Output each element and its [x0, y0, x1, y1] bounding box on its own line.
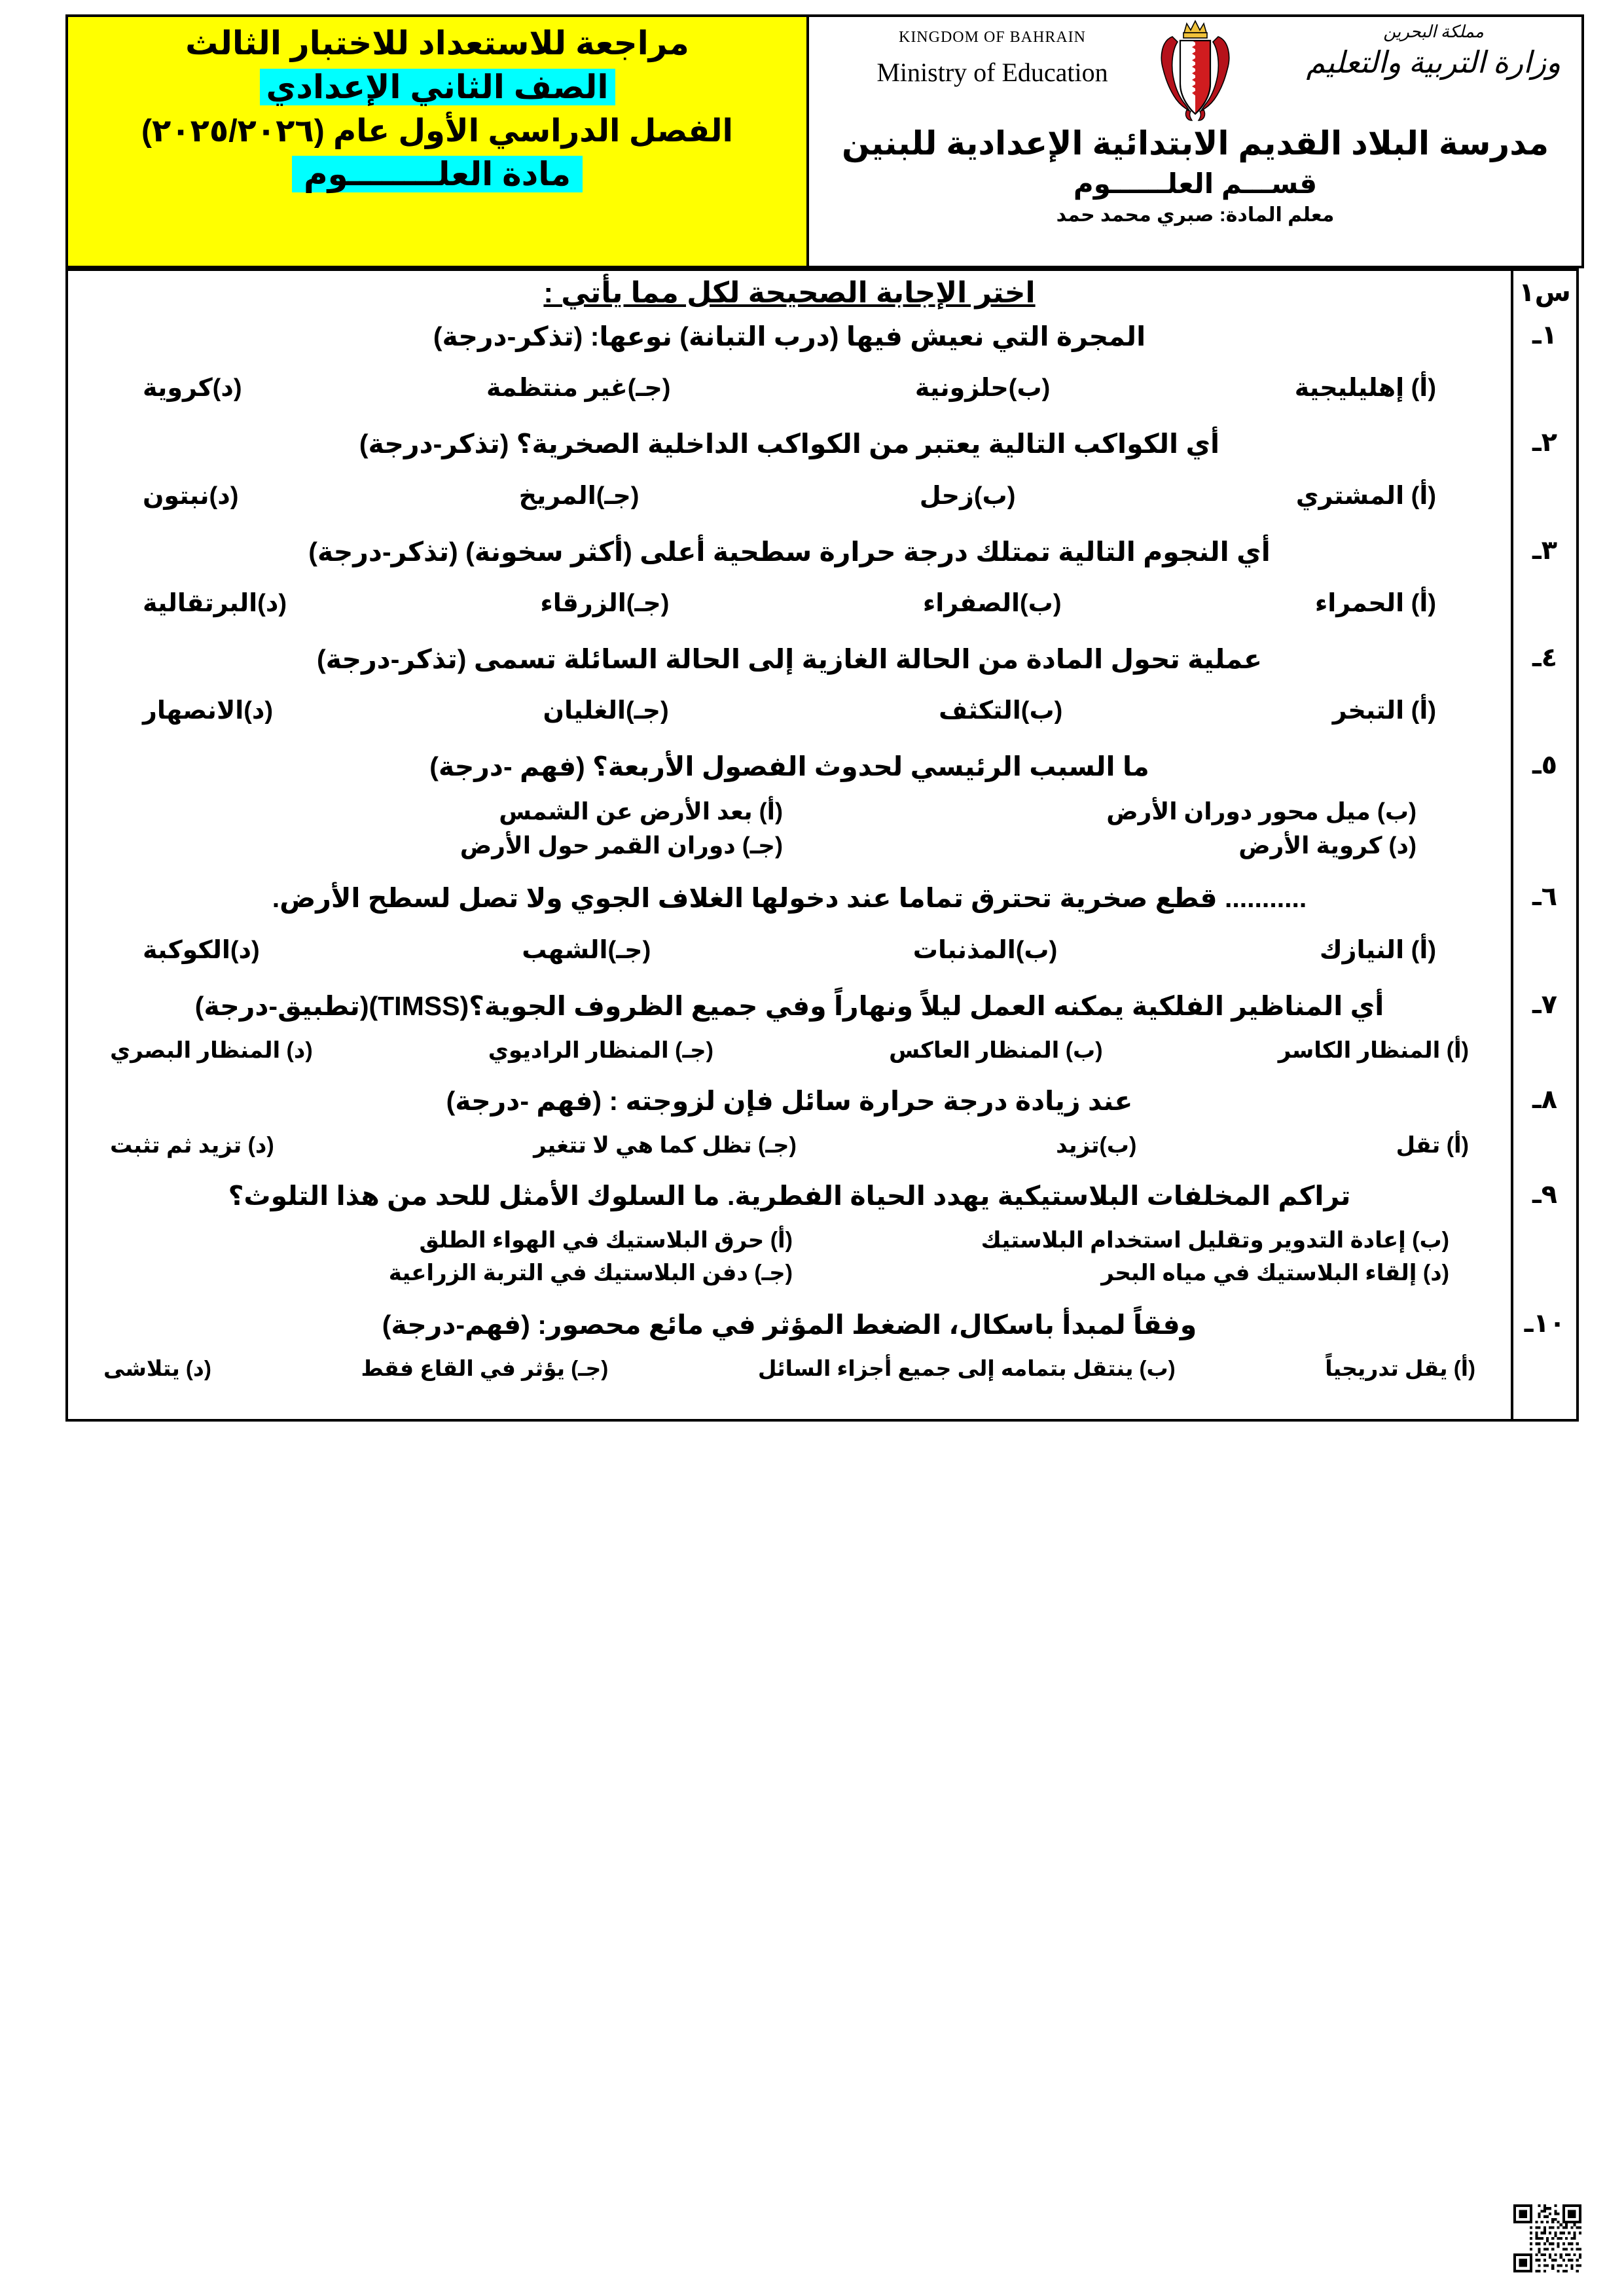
term-and-year: الفصل الدراسي الأول عام (٢٠٢٥/٢٠٢٦): [141, 114, 733, 149]
school-name: مدرسة البلاد القديم الابتدائية الإعدادية للبنين: [841, 125, 1549, 162]
option-b[interactable]: (ب) إعادة التدوير وتقليل استخدام البلاستيك: [981, 1228, 1449, 1253]
options-row: [84, 1026, 1495, 1078]
question-row: [67, 636, 1578, 744]
teacher-name: معلم المادة: صبري محمد حمد: [1056, 204, 1335, 226]
table-bottom-spacer: [67, 1395, 1578, 1420]
subject: [80, 153, 795, 196]
option-a[interactable]: (أ) المنظار الكاسر: [1278, 1037, 1469, 1063]
subject-label: مادة العلــــــــوم: [292, 156, 583, 192]
ministry-english: [835, 29, 1149, 88]
option-b[interactable]: (ب)الصفراء: [922, 589, 1062, 617]
option-b[interactable]: (ب)تزيد: [1056, 1133, 1137, 1158]
option-d[interactable]: (د) المنظار البصري: [110, 1037, 313, 1063]
option-d[interactable]: (د)البرتقالية: [143, 589, 287, 617]
option-b[interactable]: (ب)التكثف: [939, 697, 1063, 725]
question-number: ٢ـ: [1512, 421, 1578, 528]
question-number: ٥ـ: [1512, 744, 1578, 875]
option-c[interactable]: (جـ)الغليان: [543, 697, 669, 725]
option-d[interactable]: (د)الكوكبة: [143, 936, 260, 964]
question-row: [67, 1302, 1578, 1395]
option-a[interactable]: (أ) النيازك: [1319, 936, 1436, 964]
department-name: قســـم العلــــــوم: [1073, 168, 1318, 199]
option-d[interactable]: (د) إلقاء البلاستيك في مياه البحر: [1101, 1261, 1449, 1286]
section-title: اختر الإجابة الصحيحة لكل مما يأتي :: [543, 277, 1036, 309]
option-a[interactable]: (أ) بعد الأرض عن الشمس: [499, 798, 783, 825]
option-c[interactable]: (جـ)الشهب: [522, 936, 651, 964]
option-b[interactable]: (ب) ينتقل بتمامه إلى جميع أجزاء السائل: [757, 1355, 1176, 1380]
option-d[interactable]: (د) تزيد ثم تثبت: [110, 1133, 274, 1158]
option-a[interactable]: (أ) تقل: [1396, 1133, 1469, 1158]
options-row: [84, 1121, 1495, 1173]
question-number: ٩ـ: [1512, 1173, 1578, 1302]
option-c[interactable]: (جـ) يؤثر في القاع فقط: [361, 1355, 609, 1380]
options-row: [84, 356, 1495, 421]
options-grid: [84, 1215, 1495, 1302]
kingdom-arabic-label: مملكة البحرين: [1383, 22, 1484, 41]
question-number: ٨ـ: [1512, 1078, 1578, 1173]
option-a[interactable]: (أ) المشتري: [1295, 482, 1436, 510]
option-c[interactable]: (جـ) دوران القمر حول الأرض: [460, 832, 783, 859]
option-a[interactable]: (أ) حرق البلاستيك في الهواء الطلق: [419, 1228, 793, 1253]
option-c[interactable]: (جـ) المنظار الراديوي: [488, 1037, 713, 1063]
question-row: [67, 744, 1578, 875]
option-c[interactable]: (جـ)الزرقاء: [540, 589, 670, 617]
ministry-arabic-label: وزارة التربية والتعليم: [1306, 46, 1561, 79]
question-number: ٧ـ: [1512, 983, 1578, 1078]
question-stem: ........... قطع صخرية تحترق تماما عند دخولها الغلاف الجوي ولا تصل لسطح الأرض.: [272, 883, 1307, 914]
options-grid: [84, 786, 1495, 875]
option-c[interactable]: (جـ) تظل كما هي لا تتغير: [533, 1133, 797, 1158]
question-stem: ما السبب الرئيسي لحدوث الفصول الأربعة؟ (فهم -درجة): [429, 751, 1149, 781]
option-c[interactable]: (جـ) دفن البلاستيك في التربة الزراعية: [388, 1261, 793, 1286]
option-a[interactable]: (أ) الحمراء: [1314, 589, 1436, 617]
question-number: ٤ـ: [1512, 636, 1578, 744]
question-stem: عملية تحول المادة من الحالة الغازية إلى الحالة السائلة تسمى (تذكر-درجة): [317, 643, 1262, 674]
option-b[interactable]: (ب)زحل: [919, 482, 1016, 510]
option-d[interactable]: (د)الانصهار: [143, 697, 274, 725]
option-d[interactable]: (د) يتلاشى: [103, 1355, 211, 1380]
option-b[interactable]: (ب) المنظار العاكس: [889, 1037, 1103, 1063]
option-b[interactable]: (ب)المذنبات: [912, 936, 1058, 964]
kingdom-english-label: KINGDOM OF BAHRAIN: [898, 29, 1086, 46]
option-d[interactable]: (د)نبتون: [143, 482, 239, 510]
question-row: [67, 529, 1578, 636]
document-header: [65, 14, 1584, 268]
option-c[interactable]: (جـ)المريخ: [518, 482, 640, 510]
question-number: ١٠ـ: [1512, 1302, 1578, 1395]
option-c[interactable]: (جـ)غير منتظمة: [486, 374, 671, 403]
option-b[interactable]: (ب)حلزونية: [914, 374, 1051, 403]
question-stem: المجرة التي نعيش فيها (درب التبانة) نوعها: (تذكر-درجة): [433, 321, 1146, 351]
header-school-block: [808, 16, 1583, 267]
questions-table: [65, 268, 1579, 1422]
options-row: [84, 918, 1495, 983]
question-row: [67, 1078, 1578, 1173]
question-stem: أي الكواكب التالية يعتبر من الكواكب الداخلية الصخرية؟ (تذكر-درجة): [359, 429, 1220, 459]
question-stem: أي المناظير الفلكية يمكنه العمل ليلاً ونهاراً وفي جميع الظروف الجوية؟(TIMSS)(تطبيق-درجة): [194, 990, 1384, 1021]
question-row: [67, 875, 1578, 982]
question-row: [67, 314, 1578, 421]
ministry-arabic: [1296, 22, 1571, 80]
question-number: ٦ـ: [1512, 875, 1578, 982]
question-row: [67, 983, 1578, 1078]
option-b[interactable]: (ب) ميل محور دوران الأرض: [1106, 798, 1416, 825]
options-row: [84, 464, 1495, 529]
question-number: ٣ـ: [1512, 529, 1578, 636]
question-stem: عند زيادة درجة حرارة سائل فإن لزوجته : (فهم -درجة): [446, 1085, 1133, 1116]
exam-review-title: مراجعة للاستعداد للاختبار الثالث: [185, 25, 689, 62]
options-row: [84, 1345, 1495, 1395]
bahrain-coat-of-arms-icon: [1153, 18, 1238, 123]
question-stem: وفقاً لمبدأ باسكال، الضغط المؤثر في مائع محصور: (فهم-درجة): [382, 1310, 1197, 1340]
ministry-row: [809, 17, 1581, 122]
question-stem: تراكم المخلفات البلاستيكية يهدد الحياة الفطرية. ما السلوك الأمثل للحد من هذا التلوث؟: [228, 1181, 1351, 1211]
options-row: [84, 571, 1495, 636]
option-a[interactable]: (أ) يقل تدريجياً: [1325, 1355, 1475, 1380]
option-d[interactable]: (د) كروية الأرض: [1238, 832, 1416, 859]
question-row: [67, 1173, 1578, 1302]
question-number: ١ـ: [1512, 314, 1578, 421]
option-a[interactable]: (أ) التبخر: [1332, 697, 1436, 725]
qr-code-icon: [1513, 2204, 1581, 2272]
ministry-english-label: Ministry of Education: [876, 58, 1108, 87]
section-number: س١: [1512, 270, 1578, 314]
grade-level-label: الصف الثاني الإعدادي: [260, 69, 615, 105]
option-a[interactable]: (أ) إهليليجية: [1294, 374, 1436, 403]
question-row: [67, 421, 1578, 528]
header-exam-info-block: [67, 16, 808, 267]
options-row: [84, 679, 1495, 744]
section-header-row: [67, 270, 1578, 314]
option-d[interactable]: (د)كروية: [143, 374, 242, 403]
grade-level: [80, 66, 795, 109]
question-stem: أي النجوم التالية تمتلك درجة حرارة سطحية أعلى (أكثر سخونة) (تذكر-درجة): [308, 536, 1271, 567]
